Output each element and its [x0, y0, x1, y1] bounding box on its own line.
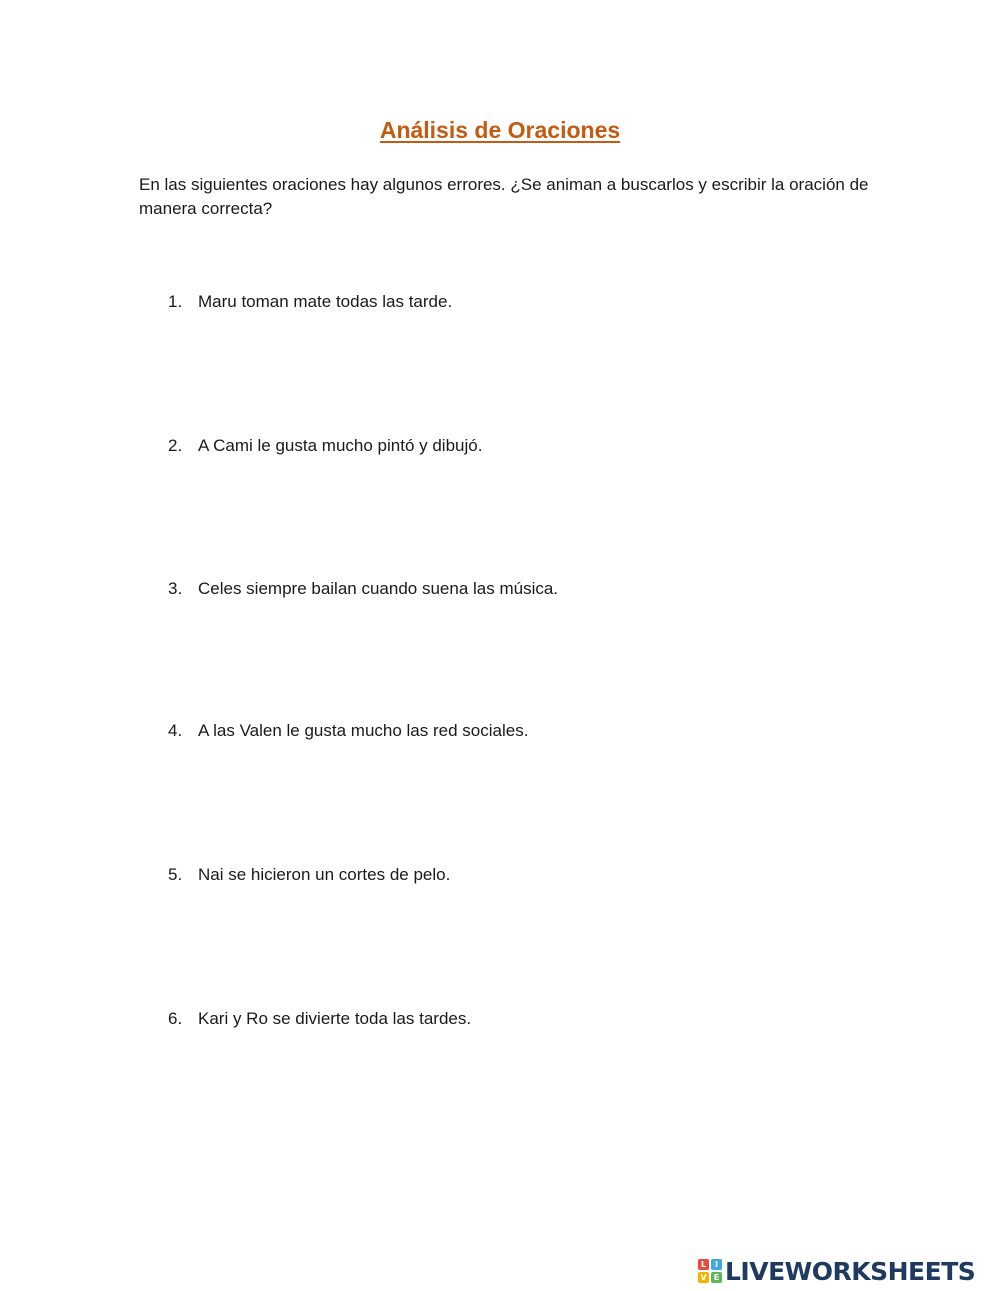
item-number: 1.: [168, 292, 183, 311]
instructions-text: En las siguientes oraciones hay algunos errores. ¿Se animan a buscarlos y escribir la oración de manera correcta?: [139, 175, 869, 218]
sentence-text: A Cami le gusta mucho pintó y dibujó.: [198, 436, 483, 455]
item-number: 6.: [168, 1009, 183, 1028]
sentence-item-2: [168, 435, 482, 457]
sentence-text: A las Valen le gusta mucho las red sociales.: [198, 721, 529, 740]
item-number: 4.: [168, 721, 183, 740]
sentence-item-3: [168, 578, 558, 600]
sentence-text: Maru toman mate todas las tarde.: [198, 292, 453, 311]
item-number: 3.: [168, 579, 183, 598]
logo-cell: I: [711, 1259, 722, 1270]
worksheet-title: Análisis de Oraciones: [379, 117, 621, 143]
item-number: 2.: [168, 436, 183, 455]
sentence-item-6: [168, 1008, 471, 1030]
sentence-text: Nai se hicieron un cortes de pelo.: [198, 865, 451, 884]
sentence-text: Kari y Ro se divierte toda las tardes.: [198, 1009, 472, 1028]
sentence-text: Celes siempre bailan cuando suena las música.: [198, 579, 559, 598]
logo-mark-icon: [698, 1259, 722, 1283]
logo-cell: V: [698, 1272, 709, 1283]
logo-wordmark: LIVEWORKSHEETS: [725, 1256, 976, 1286]
sentence-item-5: [168, 864, 450, 886]
sentence-item-4: [168, 720, 528, 742]
sentence-item-1: [168, 291, 452, 313]
logo-cell: L: [698, 1259, 709, 1270]
item-number: 5.: [168, 865, 183, 884]
liveworksheets-logo: [698, 1257, 975, 1285]
logo-cell: E: [711, 1272, 722, 1283]
